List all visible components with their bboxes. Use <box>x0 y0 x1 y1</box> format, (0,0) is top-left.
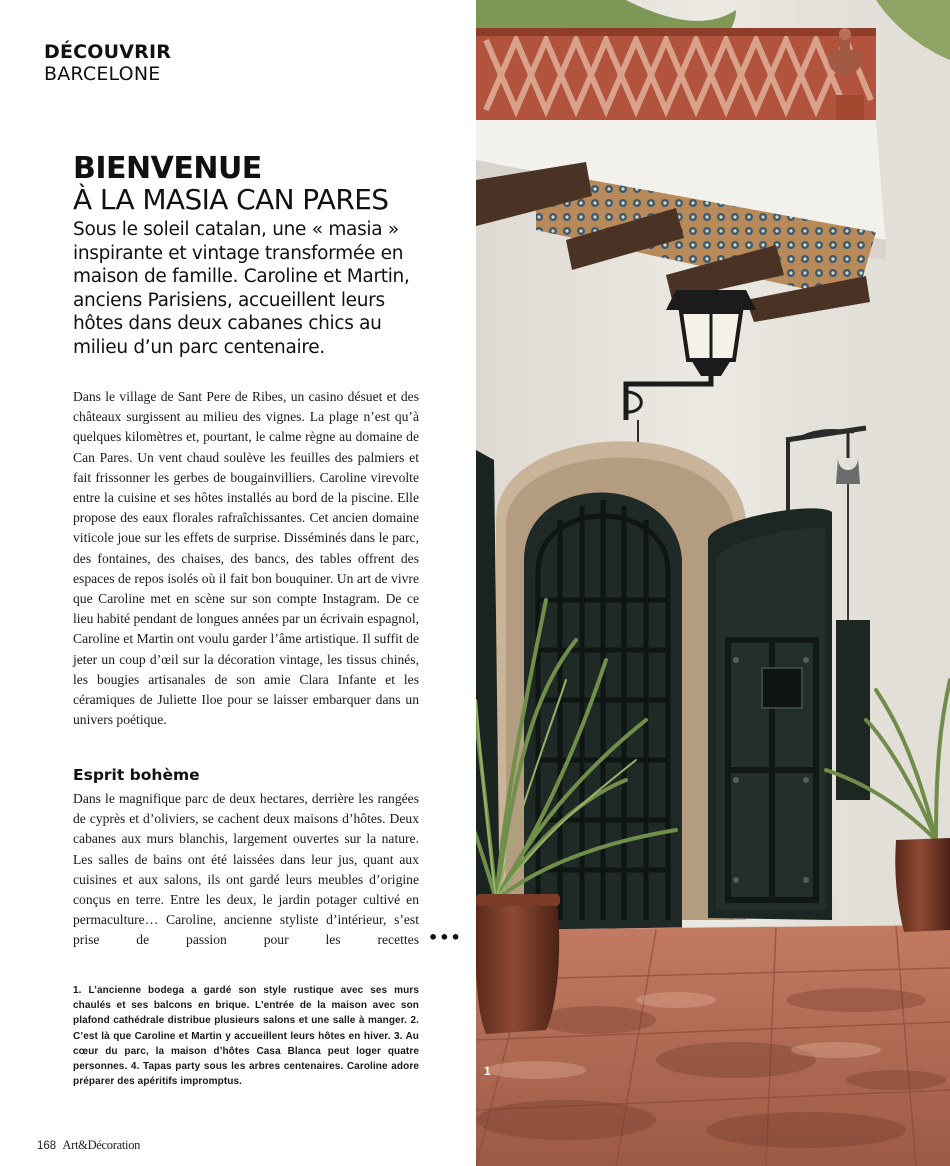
hero-photo <box>476 0 950 1166</box>
continue-marker: ••• <box>428 928 462 947</box>
folio <box>37 1138 140 1153</box>
photo-number: 1 <box>484 1064 491 1078</box>
section-kicker: DÉCOUVRIR <box>44 41 172 63</box>
subheading: Esprit bohème <box>73 766 200 784</box>
body-paragraph-1: Dans le village de Sant Pere de Ribes, un casino désuet et des châteaux surgissent au milieu des vignes. La plage n’est qu’à quelques kilomètres et, pourtant, le calme règne au domaine de Can Pares. Un vent chaud soulève les feuilles des palmiers et fait frissonner les gerbes de bougainvilliers. Caroline virevolte entre la cuisine et ses hôtes installés au bord de la piscine. Elle propose des eaux florales rafraîchissantes. Cet ancien domaine viticole joue sur les effets de surprise. Disséminés dans le parc, des fontaines, des chaises, des bancs, des tables offrent des espaces de repos isolés où il fait bon bouquiner. Un art de vivre que Caroline met en scène sur son compte Instagram. De ce lieu habité pendant de longues années par un écrivain espagnol, Caroline et Martin ont voulu garder l’âme artistique. Il suffit de jeter un coup d’œil sur la décoration vintage, les tissus chinés, les bougies artisanales de son amie Clara Infante et les céramiques de Juliette Iloe pour se laisser embarquer dans un univers poétique. <box>73 389 419 728</box>
body-paragraph-2: Dans le magnifique parc de deux hectares, derrière les rangées de cyprès et d’oliviers, se cachent deux maisons d’hôtes. Deux cabanes aux murs blanchis, largement ouvertes sur la nature. Les salles de bains ont été laissées dans leur jus, quant aux cuisines et aux salons, ils ont gardé leurs meubles d’origine conçus en terre. Entre les deux, le jardin potager cultivé en permaculture… Caroline, ancienne styliste d’intérieur, s’est prise de passion pour les recettes <box>73 791 419 948</box>
section-header <box>44 43 171 84</box>
house-entrance-illustration <box>476 0 950 1166</box>
magazine-name: Art&Décoration <box>62 1138 141 1152</box>
page-number: 168 <box>37 1140 57 1152</box>
photo-caption: 1. L’ancienne bodega a gardé son style rustique avec ses murs chaulés et ses balcons en brique. L’entrée de la maison avec son plafond cathédrale distribue plusieurs salons et une salle à manger. 2. C’est là que Caroline et Martin y accueillent leurs hôtes en hiver. 3. Au cœur du parc, la maison d’hôtes Casa Blanca peut loger quatre personnes. 4. Tapas party sous les arbres centenaires. Caroline adore préparer des apéritifs impromptus. <box>73 985 419 1088</box>
article-headline <box>73 151 443 216</box>
headline-line-1: BIENVENUE <box>73 151 262 186</box>
section-place: BARCELONE <box>44 63 161 85</box>
standfirst: Sous le soleil catalan, une « masia » inspirante et vintage transformée en maison de famille. Caroline et Martin, anciens Parisiens, accueillent leurs hôtes dans deux cabanes chics au milieu d’un parc centenaire. <box>73 219 410 358</box>
body-paragraph-2-wrap <box>73 789 419 951</box>
headline-line-2: À LA MASIA CAN PARES <box>73 183 389 216</box>
